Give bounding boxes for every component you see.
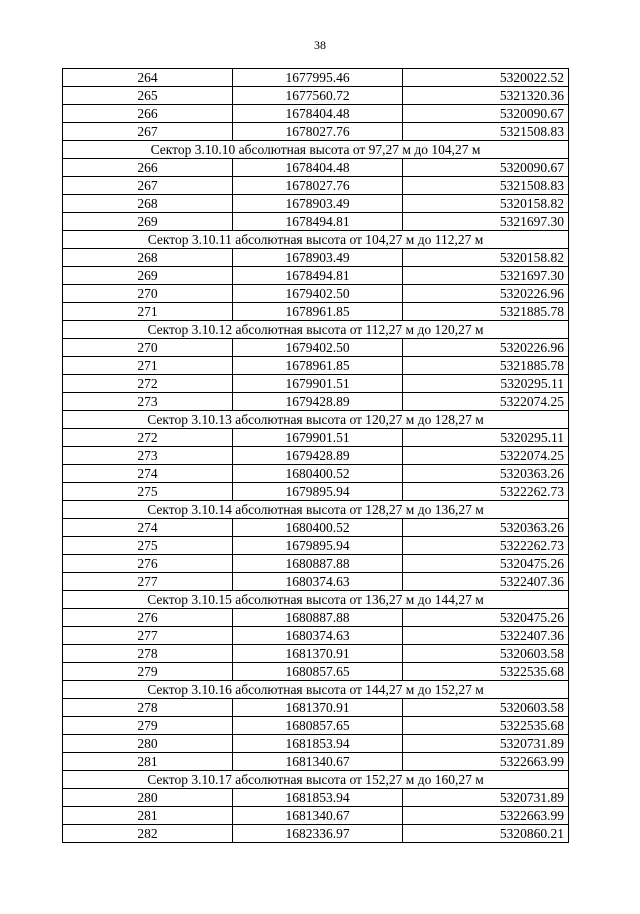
y-coordinate-cell: 5321885.78: [403, 357, 569, 375]
x-coordinate-cell: 1677995.46: [233, 69, 403, 87]
y-coordinate-cell: 5320731.89: [403, 735, 569, 753]
table-row: [63, 267, 569, 285]
sector-heading: Сектор 3.10.15 абсолютная высота от 136,27 м до 144,27 м: [63, 591, 569, 609]
x-coordinate-cell: 1681340.67: [233, 753, 403, 771]
y-coordinate-cell: 5321508.83: [403, 177, 569, 195]
x-coordinate-cell: 1678404.48: [233, 159, 403, 177]
x-coordinate-cell: 1681853.94: [233, 789, 403, 807]
sector-heading: Сектор 3.10.14 абсолютная высота от 128,27 м до 136,27 м: [63, 501, 569, 519]
y-coordinate-cell: 5321697.30: [403, 267, 569, 285]
y-coordinate-cell: 5320363.26: [403, 465, 569, 483]
y-coordinate-cell: 5320475.26: [403, 555, 569, 573]
table-row: [63, 753, 569, 771]
x-coordinate-cell: 1679895.94: [233, 483, 403, 501]
table-row: [63, 609, 569, 627]
point-number-cell: 264: [63, 69, 233, 87]
x-coordinate-cell: 1680374.63: [233, 627, 403, 645]
x-coordinate-cell: 1678494.81: [233, 213, 403, 231]
page-number: 38: [314, 38, 326, 52]
table-row: [63, 303, 569, 321]
sector-heading-row: [63, 771, 569, 789]
x-coordinate-cell: 1680400.52: [233, 519, 403, 537]
x-coordinate-cell: 1678494.81: [233, 267, 403, 285]
point-number-cell: 276: [63, 555, 233, 573]
sector-heading-row: [63, 321, 569, 339]
coordinates-table-body: [63, 69, 569, 843]
point-number-cell: 269: [63, 213, 233, 231]
sector-heading-row: [63, 231, 569, 249]
y-coordinate-cell: 5320226.96: [403, 339, 569, 357]
point-number-cell: 274: [63, 519, 233, 537]
point-number-cell: 272: [63, 429, 233, 447]
y-coordinate-cell: 5322535.68: [403, 663, 569, 681]
table-row: [63, 249, 569, 267]
table-row: [63, 159, 569, 177]
point-number-cell: 275: [63, 537, 233, 555]
point-number-cell: 279: [63, 663, 233, 681]
table-row: [63, 177, 569, 195]
point-number-cell: 274: [63, 465, 233, 483]
x-coordinate-cell: 1681853.94: [233, 735, 403, 753]
y-coordinate-cell: 5321697.30: [403, 213, 569, 231]
x-coordinate-cell: 1680887.88: [233, 609, 403, 627]
y-coordinate-cell: 5320090.67: [403, 159, 569, 177]
table-row: [63, 285, 569, 303]
table-row: [63, 357, 569, 375]
sector-heading: Сектор 3.10.10 абсолютная высота от 97,27 м до 104,27 м: [63, 141, 569, 159]
table-row: [63, 375, 569, 393]
coordinates-table: [62, 68, 569, 843]
x-coordinate-cell: 1680857.65: [233, 717, 403, 735]
table-row: [63, 735, 569, 753]
point-number-cell: 268: [63, 249, 233, 267]
point-number-cell: 269: [63, 267, 233, 285]
x-coordinate-cell: 1679402.50: [233, 285, 403, 303]
y-coordinate-cell: 5320226.96: [403, 285, 569, 303]
point-number-cell: 270: [63, 285, 233, 303]
table-row: [63, 789, 569, 807]
y-coordinate-cell: 5320090.67: [403, 105, 569, 123]
point-number-cell: 278: [63, 699, 233, 717]
y-coordinate-cell: 5322074.25: [403, 447, 569, 465]
table-row: [63, 195, 569, 213]
x-coordinate-cell: 1680374.63: [233, 573, 403, 591]
table-row: [63, 645, 569, 663]
x-coordinate-cell: 1678961.85: [233, 303, 403, 321]
y-coordinate-cell: 5322663.99: [403, 753, 569, 771]
point-number-cell: 276: [63, 609, 233, 627]
table-row: [63, 717, 569, 735]
point-number-cell: 271: [63, 303, 233, 321]
point-number-cell: 272: [63, 375, 233, 393]
x-coordinate-cell: 1679901.51: [233, 429, 403, 447]
table-row: [63, 87, 569, 105]
point-number-cell: 268: [63, 195, 233, 213]
point-number-cell: 267: [63, 177, 233, 195]
table-row: [63, 429, 569, 447]
y-coordinate-cell: 5321320.36: [403, 87, 569, 105]
point-number-cell: 277: [63, 573, 233, 591]
table-row: [63, 807, 569, 825]
y-coordinate-cell: 5321885.78: [403, 303, 569, 321]
table-row: [63, 393, 569, 411]
y-coordinate-cell: 5320363.26: [403, 519, 569, 537]
y-coordinate-cell: 5322407.36: [403, 573, 569, 591]
point-number-cell: 281: [63, 807, 233, 825]
y-coordinate-cell: 5321508.83: [403, 123, 569, 141]
table-row: [63, 519, 569, 537]
x-coordinate-cell: 1679895.94: [233, 537, 403, 555]
table-row: [63, 339, 569, 357]
table-row: [63, 537, 569, 555]
y-coordinate-cell: 5322407.36: [403, 627, 569, 645]
x-coordinate-cell: 1678027.76: [233, 177, 403, 195]
point-number-cell: 282: [63, 825, 233, 843]
y-coordinate-cell: 5322074.25: [403, 393, 569, 411]
table-row: [63, 699, 569, 717]
point-number-cell: 270: [63, 339, 233, 357]
y-coordinate-cell: 5320860.21: [403, 825, 569, 843]
table-row: [63, 825, 569, 843]
x-coordinate-cell: 1679428.89: [233, 393, 403, 411]
table-row: [63, 663, 569, 681]
sector-heading: Сектор 3.10.17 абсолютная высота от 152,27 м до 160,27 м: [63, 771, 569, 789]
x-coordinate-cell: 1680400.52: [233, 465, 403, 483]
y-coordinate-cell: 5322262.73: [403, 483, 569, 501]
point-number-cell: 281: [63, 753, 233, 771]
x-coordinate-cell: 1681370.91: [233, 699, 403, 717]
point-number-cell: 273: [63, 447, 233, 465]
point-number-cell: 266: [63, 105, 233, 123]
table-row: [63, 447, 569, 465]
point-number-cell: 273: [63, 393, 233, 411]
x-coordinate-cell: 1678903.49: [233, 195, 403, 213]
table-row: [63, 465, 569, 483]
sector-heading-row: [63, 141, 569, 159]
sector-heading-row: [63, 501, 569, 519]
table-row: [63, 483, 569, 501]
y-coordinate-cell: 5320295.11: [403, 429, 569, 447]
y-coordinate-cell: 5320731.89: [403, 789, 569, 807]
x-coordinate-cell: 1679402.50: [233, 339, 403, 357]
x-coordinate-cell: 1681340.67: [233, 807, 403, 825]
table-row: [63, 105, 569, 123]
point-number-cell: 280: [63, 735, 233, 753]
point-number-cell: 275: [63, 483, 233, 501]
point-number-cell: 277: [63, 627, 233, 645]
sector-heading: Сектор 3.10.11 абсолютная высота от 104,27 м до 112,27 м: [63, 231, 569, 249]
x-coordinate-cell: 1678027.76: [233, 123, 403, 141]
x-coordinate-cell: 1679428.89: [233, 447, 403, 465]
x-coordinate-cell: 1678404.48: [233, 105, 403, 123]
sector-heading-row: [63, 411, 569, 429]
table-row: [63, 213, 569, 231]
point-number-cell: 278: [63, 645, 233, 663]
point-number-cell: 280: [63, 789, 233, 807]
point-number-cell: 271: [63, 357, 233, 375]
y-coordinate-cell: 5322535.68: [403, 717, 569, 735]
x-coordinate-cell: 1680857.65: [233, 663, 403, 681]
sector-heading-row: [63, 591, 569, 609]
y-coordinate-cell: 5320158.82: [403, 249, 569, 267]
table-row: [63, 573, 569, 591]
table-row: [63, 555, 569, 573]
sector-heading: Сектор 3.10.16 абсолютная высота от 144,27 м до 152,27 м: [63, 681, 569, 699]
sector-heading: Сектор 3.10.13 абсолютная высота от 120,27 м до 128,27 м: [63, 411, 569, 429]
x-coordinate-cell: 1678961.85: [233, 357, 403, 375]
x-coordinate-cell: 1680887.88: [233, 555, 403, 573]
y-coordinate-cell: 5320295.11: [403, 375, 569, 393]
y-coordinate-cell: 5322663.99: [403, 807, 569, 825]
y-coordinate-cell: 5320158.82: [403, 195, 569, 213]
sector-heading: Сектор 3.10.12 абсолютная высота от 112,27 м до 120,27 м: [63, 321, 569, 339]
x-coordinate-cell: 1681370.91: [233, 645, 403, 663]
point-number-cell: 265: [63, 87, 233, 105]
y-coordinate-cell: 5320022.52: [403, 69, 569, 87]
y-coordinate-cell: 5320603.58: [403, 699, 569, 717]
point-number-cell: 267: [63, 123, 233, 141]
table-row: [63, 123, 569, 141]
sector-heading-row: [63, 681, 569, 699]
x-coordinate-cell: 1679901.51: [233, 375, 403, 393]
y-coordinate-cell: 5322262.73: [403, 537, 569, 555]
table-row: [63, 627, 569, 645]
y-coordinate-cell: 5320603.58: [403, 645, 569, 663]
x-coordinate-cell: 1678903.49: [233, 249, 403, 267]
point-number-cell: 279: [63, 717, 233, 735]
y-coordinate-cell: 5320475.26: [403, 609, 569, 627]
x-coordinate-cell: 1677560.72: [233, 87, 403, 105]
x-coordinate-cell: 1682336.97: [233, 825, 403, 843]
point-number-cell: 266: [63, 159, 233, 177]
table-row: [63, 69, 569, 87]
